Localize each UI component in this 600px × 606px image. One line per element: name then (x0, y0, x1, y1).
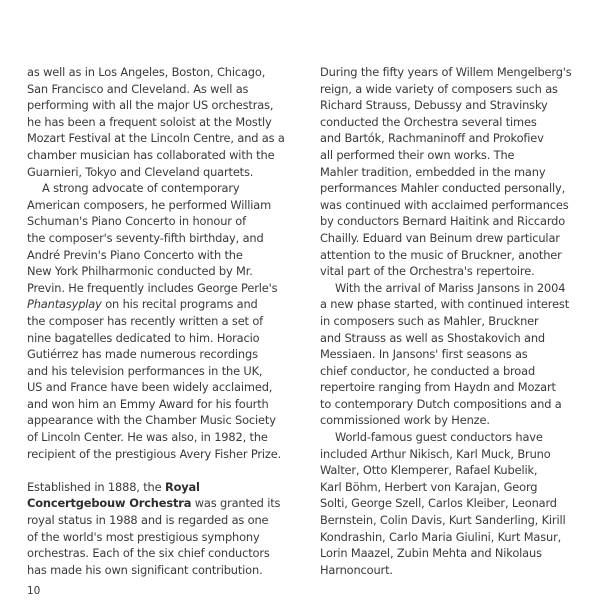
text-line: included Arthur Nikisch, Karl Muck, Bruno (320, 446, 551, 461)
text-line: performing with all the major US orchestras, (27, 98, 274, 113)
text-line: Richard Strauss, Debussy and Stravinsky (320, 98, 548, 113)
text-line: commissioned work by Henze. (320, 413, 490, 428)
text-line: Solti, George Szell, Carlos Kleiber, Leonard (320, 496, 557, 511)
text-line: conducted the Orchestra several times (320, 114, 537, 129)
orchestra-name: Royal (164, 479, 200, 494)
text-line: Mahler tradition, embedded in the many (320, 164, 546, 179)
text-line: Schuman's Piano Concerto in honour of (27, 214, 246, 229)
text-line: by conductors Bernard Haitink and Riccardo (320, 214, 566, 229)
text-line: Gutiérrez has made numerous recordings (27, 347, 258, 362)
text-line: he has been a frequent soloist at the Mostly (27, 114, 272, 129)
text-line: vital part of the Orchestra's repertoire. (320, 264, 535, 279)
text-line: a new phase started, with continued interest (320, 297, 570, 312)
text-line: US and France have been widely acclaimed, (27, 380, 273, 395)
text-line: in composers such as Mahler, Bruckner (320, 313, 539, 328)
text-line: of Lincoln Center. He was also, in 1982, the (27, 430, 268, 445)
text-line: Previn. He frequently includes George Perle's (27, 280, 278, 295)
text-line: Guarnieri, Tokyo and Cleveland quartets. (27, 164, 254, 179)
paragraph-pianist-career (27, 64, 307, 180)
text-line: American composers, he performed William (27, 197, 272, 212)
text-line: André Previn's Piano Concerto with the (27, 247, 243, 262)
paragraph-jansons-era (320, 280, 595, 429)
text-line: World-famous guest conductors have (335, 430, 543, 445)
paragraph-mengelberg-era (320, 64, 595, 280)
text-line: as well as in Los Angeles, Boston, Chicago, (27, 65, 266, 79)
orchestra-name: Concertgebouw Orchestra (27, 496, 192, 511)
text-line: nine bagatelles dedicated to him. Horacio (27, 330, 260, 345)
text-line: Karl Böhm, Herbert von Karajan, Georg (320, 479, 538, 494)
text-line: all performed their own works. The (320, 147, 515, 162)
text-line: royal status in 1988 and is regarded as one (27, 513, 269, 528)
text-line: has made his own significant contribution. (27, 562, 263, 577)
text-line: attention to the music of Bruckner, another (320, 247, 562, 262)
text-line (27, 495, 307, 512)
text-line: During the fifty years of Willem Mengelberg's (320, 65, 572, 79)
text-line: appearance with the Chamber Music Society (27, 413, 276, 428)
text-line: Lorin Maazel, Zubin Mehta and Nikolaus (320, 546, 542, 561)
text-line: A strong advocate of contemporary (42, 181, 240, 196)
text-line: Kondrashin, Carlo Maria Giulini, Kurt Masur, (320, 529, 562, 544)
paragraph-orchestra-intro (27, 479, 307, 579)
text-line: to contemporary Dutch compositions and a (320, 396, 562, 411)
text-line: and won him an Emmy Award for his fourth (27, 396, 269, 411)
right-column (320, 64, 595, 578)
paragraph-guest-conductors (320, 429, 595, 578)
text-line: repertoire ranging from Haydn and Mozart (320, 380, 556, 395)
page-number: 10 (27, 585, 41, 597)
text-line: and Bartók, Rachmaninoff and Prokofiev (320, 131, 544, 146)
text-fragment: on his recital programs and (101, 297, 258, 312)
text-line: orchestras. Each of the six chief conductors (27, 546, 270, 561)
text-line: Harnoncourt. (320, 562, 393, 577)
text-line: Messiaen. In Jansons' first seasons as (320, 347, 528, 362)
text-line: the composer has recently written a set of (27, 313, 264, 328)
text-line: Walter, Otto Klemperer, Rafael Kubelik, (320, 463, 538, 478)
text-line: Bernstein, Colin Davis, Kurt Sanderling, Kirill (320, 513, 566, 528)
text-fragment: Established in 1888, the (27, 479, 165, 494)
text-line: chamber musician has collaborated with the (27, 147, 275, 162)
text-line: Mozart Festival at the Lincoln Centre, and as a (27, 131, 285, 146)
text-line: With the arrival of Mariss Jansons in 2004 (335, 280, 566, 295)
text-line: the composer's seventy-fifth birthday, and (27, 230, 264, 245)
text-line: and his television performances in the UK, (27, 363, 263, 378)
text-line: of the world's most prestigious symphony (27, 529, 260, 544)
text-line: performances Mahler conducted personally, (320, 181, 566, 196)
work-title: Phantasyplay (27, 297, 102, 312)
text-line: chief conductor, he conducted a broad (320, 363, 536, 378)
paragraph-gap (27, 462, 307, 479)
text-line (27, 479, 307, 496)
text-line: Chailly. Eduard van Beinum drew particular (320, 230, 560, 245)
text-line: San Francisco and Cleveland. As well as (27, 81, 249, 96)
text-line: recipient of the prestigious Avery Fisher Prize. (27, 446, 282, 461)
text-fragment: was granted its (191, 496, 281, 511)
paragraph-contemporary-advocate (27, 180, 307, 462)
text-line: New York Philharmonic conducted by Mr. (27, 264, 253, 279)
text-line (27, 296, 307, 313)
text-line: and Strauss as well as Shostakovich and (320, 330, 546, 345)
left-column (27, 64, 307, 578)
text-line: was continued with acclaimed performances (320, 197, 569, 212)
text-line: reign, a wide variety of composers such as (320, 81, 558, 96)
